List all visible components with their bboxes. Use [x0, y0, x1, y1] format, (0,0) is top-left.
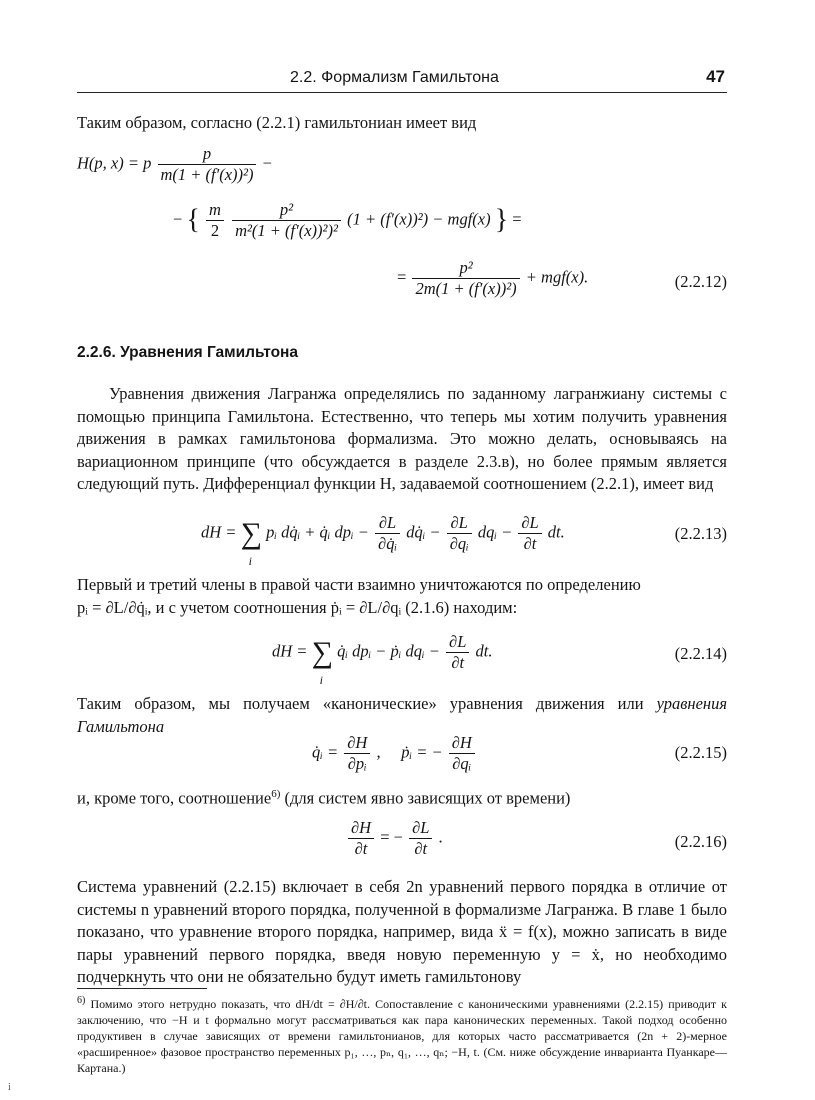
eq12-den1: m(1 + (f′(x))²)	[160, 165, 254, 184]
eq15-lhs1: q̇ᵢ =	[312, 742, 339, 762]
paragraph-3-text: Таким образом, мы получаем «канонические» уравнения движения или	[77, 694, 644, 713]
margin-mark: i	[8, 1082, 11, 1093]
running-header	[77, 66, 727, 93]
eq-2-2-14	[272, 632, 493, 687]
eq13-frac3	[518, 513, 541, 554]
eq-number-2-2-12: (2.2.12)	[674, 272, 727, 291]
eq13-f3-num: ∂L	[518, 513, 541, 534]
eq12-frac2	[232, 200, 341, 241]
eq12-tail2: (1 + (f′(x))²) − mgf(x)	[347, 209, 491, 229]
eq15-f1-den: ∂pᵢ	[347, 754, 367, 773]
eq-2-2-16	[346, 818, 443, 859]
eq12-num1: p	[158, 144, 257, 165]
eq13-frac2	[447, 513, 472, 554]
eq13-body4: dt.	[547, 522, 565, 542]
paragraph-2-line-1: Первый и третий члены в правой части взаимно уничтожаются по определению	[77, 575, 641, 594]
eq16-f2-num: ∂L	[409, 818, 432, 839]
eq15-f2-den: ∂qᵢ	[452, 754, 472, 773]
eq13-body1: pᵢ dq̇ᵢ + q̇ᵢ dpᵢ −	[266, 522, 369, 542]
eq12-m: m	[206, 200, 224, 221]
eq15-sep: ,	[376, 742, 381, 762]
eq14-f-num: ∂L	[446, 632, 469, 653]
eq-2-2-15	[312, 733, 477, 774]
eq13-lhs: dH =	[201, 522, 237, 542]
eq12-tail3: + mgf(x).	[525, 267, 589, 287]
page-number: 47	[706, 67, 725, 86]
eq13-body3: dqᵢ −	[477, 522, 513, 542]
eq12-den3: 2m(1 + (f′(x))²)	[415, 279, 517, 298]
footnote-rule	[77, 988, 207, 989]
sum-symbol: ∑ i	[241, 522, 262, 546]
section-heading: 2.2.6. Уравнения Гамильтона	[77, 344, 299, 361]
intro-line: Таким образом, согласно (2.2.1) гамильтониан имеет вид	[77, 113, 477, 132]
eq12-two: 2	[210, 221, 220, 240]
paragraph-5: Система уравнений (2.2.15) включает в себя 2n уравнений первого порядка в отличие от системы n уравнений второго порядка, полученной в формализме Лагранжа. В главе 1 было показано, что уравнение второго порядка, например, вида ẍ = f(x), можно записать в виде пары уравнений первого порядка, введя новую переменную y = ẋ, но необходимо подчеркнуть что они не обязательно будут иметь гамильтонову	[77, 877, 727, 986]
eq-2-2-13	[201, 513, 565, 568]
eq14-frac	[446, 632, 469, 673]
eq15-f1-num: ∂H	[344, 733, 370, 754]
paragraph-3-italic: уравнения Гамильтона	[77, 694, 727, 736]
eq14-lhs: dH =	[272, 641, 308, 661]
eq-number-2-2-14: (2.2.14)	[674, 644, 727, 663]
footnote-mark: 6)	[77, 995, 86, 1006]
eq-2-2-12-line3	[397, 258, 588, 299]
eq16-frac2	[409, 818, 432, 859]
eq12-frac1	[158, 144, 257, 185]
paragraph-2-line-2: pᵢ = ∂L/∂q̇ᵢ, и с учетом соотношения ṗᵢ = ∂L/∂qᵢ (2.1.6) находим:	[77, 598, 518, 617]
paragraph-4-text: и, кроме того, соотношение	[77, 788, 272, 808]
eq16-frac1	[348, 818, 374, 859]
eq14-sum-index: i	[319, 672, 323, 687]
paragraph-4	[77, 788, 570, 809]
eq14-body1: q̇ᵢ dpᵢ − ṗᵢ dqᵢ −	[337, 641, 440, 661]
eq13-sum-index: i	[248, 553, 252, 568]
footnote-ref: 6)	[271, 788, 281, 800]
eq13-f1-num: ∂L	[375, 513, 400, 534]
header-title: 2.2. Формализм Гамильтона	[290, 69, 499, 86]
eq14-body2: dt.	[475, 641, 493, 661]
eq-number-2-2-16: (2.2.16)	[674, 832, 727, 851]
paragraph-1: Уравнения движения Лагранжа определялись по заданному лагранжиану системы с помощью принципа Гамильтона. Естественно, что теперь мы хотим получить уравнения движения в рамках гамильтонова формализма. Это можно делать, основываясь на вариационном принципе (что обсуждается в разделе 2.3.в), но более прямым является следующий путь. Дифференциал функции H, задаваемой соотношением (2.2.1), имеет вид	[77, 384, 727, 493]
eq-number-2-2-15: (2.2.15)	[674, 743, 727, 762]
eq12-den2: m²(1 + (f′(x))²)²	[235, 221, 338, 240]
open-brace: {	[186, 204, 200, 236]
eq12-eq: =	[512, 209, 522, 229]
eq16-f1-den: ∂t	[354, 839, 368, 858]
eq-2-2-12-line2	[173, 200, 522, 241]
footnote	[77, 993, 727, 1076]
paragraph-3	[77, 693, 727, 738]
eq-number-2-2-13: (2.2.13)	[674, 524, 727, 543]
close-brace: }	[494, 204, 509, 236]
eq15-frac2	[449, 733, 475, 774]
eq13-f2-den: ∂qᵢ	[449, 534, 469, 553]
eq12-num2: p²	[232, 200, 341, 221]
eq-2-2-12-line1	[77, 144, 272, 185]
eq12-frac3	[412, 258, 519, 299]
eq12-num3: p²	[412, 258, 519, 279]
eq13-f1-den: ∂q̇ᵢ	[378, 534, 398, 553]
footnote-text: Помимо этого нетрудно показать, что dH/dt = ∂H/∂t. Сопоставление с каноническими уравнениями (2.2.15) приводит к заключению, что −H и t формально могут рассматриваться как пара канонических переменных. Такой подход особенно продуктивен в случае зависящих от времени гамильтонианов, для которых часто рассматривается (2n + 2)-мерное «расширенное» фазовое пространство переменных p₁, …, pₙ, q₁, …, qₙ; −H, t. (См. ниже обсуждение инварианта Пуанкаре—Картана.)	[77, 997, 727, 1075]
eq13-f3-den: ∂t	[523, 534, 537, 553]
paragraph-4-tail: (для систем явно зависящих от времени)	[284, 788, 571, 808]
eq12-minus2: −	[173, 209, 183, 229]
eq16-tail: .	[438, 827, 443, 847]
eq15-lhs2: ṗᵢ = −	[401, 742, 443, 762]
eq12-minus: −	[262, 153, 272, 173]
eq13-f2-num: ∂L	[447, 513, 472, 534]
eq16-f1-num: ∂H	[348, 818, 374, 839]
eq13-body2: dq̇ᵢ −	[406, 522, 441, 542]
eq12-eq2: =	[397, 267, 407, 287]
eq15-frac1	[344, 733, 370, 774]
eq12-lhs: H(p, x) = p	[77, 153, 152, 173]
eq15-f2-num: ∂H	[449, 733, 475, 754]
eq14-f-den: ∂t	[451, 653, 465, 672]
sum-symbol-2: ∑ i	[312, 641, 333, 665]
eq16-mid: = −	[380, 827, 403, 847]
eq13-frac1	[375, 513, 400, 554]
eq12-m-over-2	[206, 200, 224, 241]
eq16-f2-den: ∂t	[414, 839, 428, 858]
